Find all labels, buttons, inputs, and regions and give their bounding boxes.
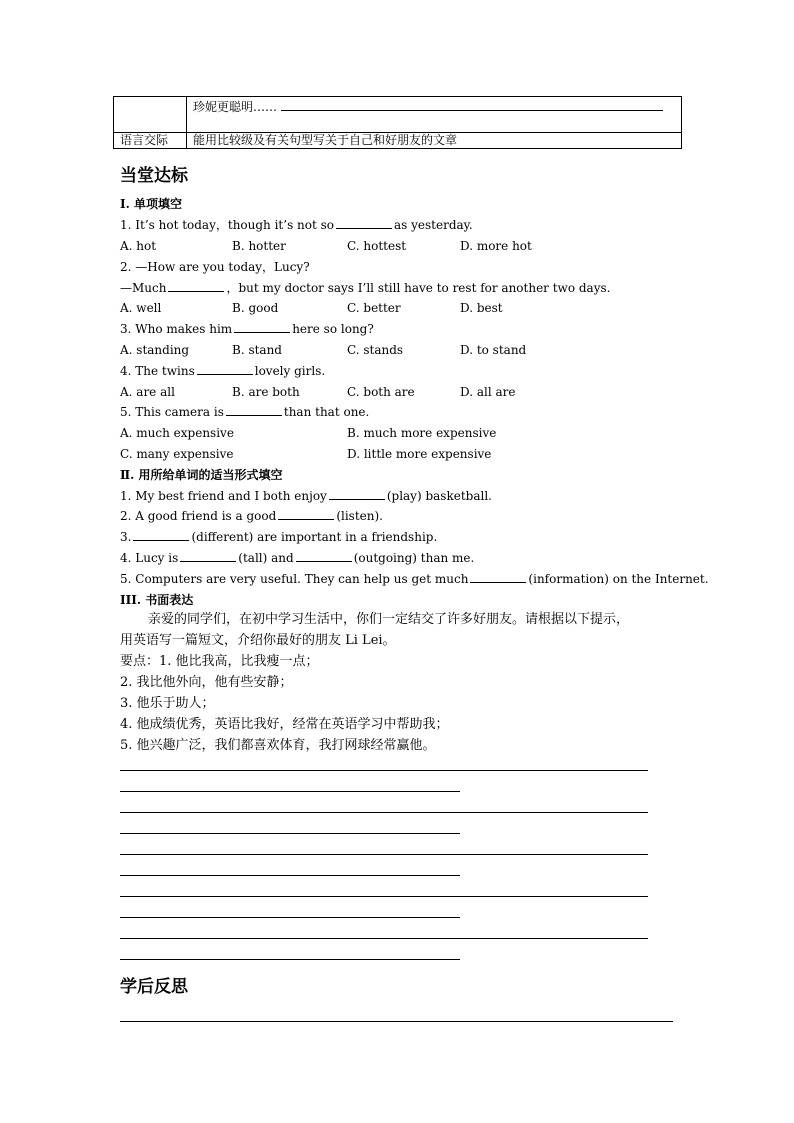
option: C. stands: [347, 343, 404, 357]
option: B. hotter: [232, 239, 286, 253]
option: B. good: [232, 301, 279, 315]
option: B. stand: [232, 343, 282, 357]
option: A. standing: [120, 343, 190, 357]
table-row1-text: 珍妮更聪明……: [193, 100, 278, 114]
answer-blank[interactable]: [197, 363, 253, 375]
answer-blank[interactable]: [278, 508, 334, 520]
question-4: 4. The twins lovely girls.: [120, 364, 326, 378]
objectives-table: [113, 96, 682, 149]
question-1: 1. It’s hot today，though it’s not so as yesterday.: [120, 218, 473, 232]
writing-intro: 亲爱的同学们，在初中学习生活中，你们一定结交了许多好朋友。请根据以下提示，: [148, 612, 630, 627]
writing-line[interactable]: [120, 875, 460, 876]
writing-intro: 用英语写一篇短文，介绍你最好的朋友 Li Lei。: [120, 633, 396, 648]
fill-question-4: 4. Lucy is (tall) and (outgoing) than me.: [120, 551, 475, 565]
answer-blank[interactable]: [470, 571, 526, 583]
option: A. much expensive: [120, 426, 234, 440]
question-3: 3. Who makes him here so long?: [120, 322, 374, 336]
writing-line[interactable]: [120, 791, 460, 792]
answer-blank[interactable]: [336, 217, 392, 229]
table-row: [114, 97, 682, 133]
fill-question-1: 1. My best friend and I both enjoy (play) basketball.: [120, 489, 492, 503]
writing-point: 5. 他兴趣广泛，我们都喜欢体育，我打网球经常赢他。: [120, 738, 436, 753]
question-5: 5. This camera is than that one.: [120, 405, 370, 419]
table-row: [114, 133, 682, 149]
reflection-line[interactable]: [120, 1021, 673, 1022]
option: D. more hot: [460, 239, 532, 253]
answer-blank[interactable]: [226, 404, 282, 416]
writing-point: 3. 他乐于助人；: [120, 696, 215, 711]
option: D. best: [460, 301, 503, 315]
option: A. are all: [120, 385, 175, 399]
writing-line[interactable]: [120, 770, 648, 771]
fill-question-3: 3. (different) are important in a friendship.: [120, 530, 438, 544]
writing-line[interactable]: [120, 854, 648, 855]
option: D. all are: [460, 385, 516, 399]
fill-question-2: 2. A good friend is a good (listen).: [120, 509, 383, 523]
part2-title: Ⅱ. 用所给单词的适当形式填空: [120, 468, 283, 482]
option: B. much more expensive: [347, 426, 497, 440]
option: C. hottest: [347, 239, 407, 253]
option: B. are both: [232, 385, 300, 399]
answer-blank[interactable]: [180, 550, 236, 562]
answer-blank[interactable]: [133, 529, 189, 541]
option: D. little more expensive: [347, 447, 492, 461]
option: C. better: [347, 301, 401, 315]
option: C. both are: [347, 385, 415, 399]
answer-blank[interactable]: [234, 321, 290, 333]
table-row2-label: 语言交际: [114, 133, 187, 149]
answer-blank[interactable]: [329, 488, 385, 500]
writing-line[interactable]: [120, 917, 460, 918]
answer-blank[interactable]: [281, 100, 663, 111]
writing-point: 要点：1. 他比我高，比我瘦一点；: [120, 654, 319, 669]
table-cell-empty: [114, 97, 187, 133]
option: A. well: [120, 301, 162, 315]
writing-line[interactable]: [120, 938, 648, 939]
option: C. many expensive: [120, 447, 234, 461]
writing-point: 2. 我比他外向，他有些安静；: [120, 675, 293, 690]
part3-title: III. 书面表达: [120, 593, 194, 607]
section-title: 学后反思: [120, 977, 188, 997]
writing-line[interactable]: [120, 812, 648, 813]
fill-question-5: 5. Computers are very useful. They can help us get much (information) on the Internet.: [120, 572, 709, 586]
part1-title: Ⅰ. 单项填空: [120, 197, 182, 211]
answer-blank[interactable]: [296, 550, 352, 562]
writing-line[interactable]: [120, 833, 460, 834]
option: D. to stand: [460, 343, 527, 357]
option: A. hot: [120, 239, 157, 253]
table-cell: [187, 97, 682, 133]
table-row2-text: 能用比较级及有关句型写关于自己和好朋友的文章: [187, 133, 682, 149]
writing-line[interactable]: [120, 959, 460, 960]
writing-point: 4. 他成绩优秀，英语比我好，经常在英语学习中帮助我；: [120, 717, 449, 732]
question-2: 2. —How are you today，Lucy?: [120, 260, 310, 274]
section-title: 当堂达标: [120, 166, 188, 186]
answer-blank[interactable]: [168, 280, 224, 292]
question-2-response: —Much ，but my doctor says I’ll still have to rest for another two days.: [120, 281, 611, 295]
writing-line[interactable]: [120, 896, 648, 897]
